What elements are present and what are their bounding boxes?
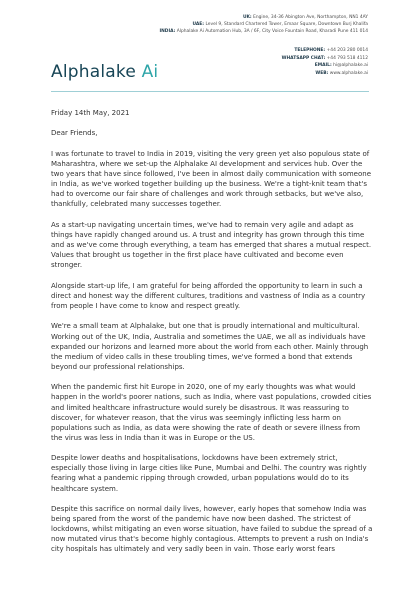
contact-details xyxy=(168,47,368,77)
contact-label: EMAIL: xyxy=(314,63,332,69)
contact-email xyxy=(168,62,368,70)
contact-web xyxy=(168,70,368,78)
address-text: Alphalake Ai Automation Hub, 3A / 6F, City Voice Fountain Road, Kharadi Pune 411 014 xyxy=(176,28,368,34)
contact-value: +44 793 518 4112 xyxy=(326,55,368,61)
header-divider xyxy=(51,91,369,92)
address-india xyxy=(38,29,368,36)
letter-paragraph: We're a small team at Alphalake, but one that is proudly international and multicultural. Working out of the UK, India, Australia and sometimes the UAE, we all as individuals have expanded our horizons and learned more about the world from each other. Mainly through the medium of video calls in these troubling times, we've formed a bond that extends beyond our professional relationships. xyxy=(51,322,369,371)
address-text: Level 9, Standard Chartered Tower, Emaar Square, Downtown Burj Khalifa xyxy=(205,21,368,27)
logo-name: Alphalake xyxy=(51,62,136,82)
letter-paragraph: As a start-up navigating uncertain times, we've had to remain very agile and adapt as things have rapidly changed around us. A trust and integrity has grown through this time and as we've come through everything, a team has emerged that shares a mutual respect. Values that brought us together in the first place have cultivated and become even stronger. xyxy=(51,220,372,270)
letter-paragraph: Despite this sacrifice on normal daily lives, however, early hopes that somehow India was being spared from the worst of the pandemic have now been dashed. The strictest of lockdowns, whilst mitigating an even worse situation, have failed to subdue the spread of a now mutated virus that's become highly contagious. Attempts to prevent a rush on India's city hospitals has ultimately and very sadly been in vain. Those early worst fears xyxy=(51,505,373,554)
contact-whatsapp xyxy=(168,55,368,63)
contact-telephone xyxy=(168,47,368,55)
contact-label: WEB: xyxy=(315,70,329,76)
contact-value: +44 203 280 0014 xyxy=(326,48,368,53)
address-uae xyxy=(38,22,368,29)
logo-suffix: Ai xyxy=(141,62,159,82)
address-label: UAE: xyxy=(192,21,205,27)
office-addresses xyxy=(38,15,368,35)
company-logo xyxy=(51,62,158,82)
letter-paragraph: Alongside start-up life, I am grateful for being afforded the opportunity to learn in such a direct and honest way the different cultures, traditions and vastness of India as a country from people I have come to know and respect greatly. xyxy=(51,281,366,310)
letter-paragraph: When the pandemic first hit Europe in 2020, one of my early thoughts was what would happen in the world's poorer nations, such as India, where vast populations, crowded cities and limited healthcare infrastructure would surely be disastrous. It was reassuring to discover, for whatever reason, that the virus was seemingly inflicting less harm on populations such as India, as data were showing the rate of death or severe illness from the virus was less in India than it was in Europe or the US. xyxy=(51,383,372,442)
letter-date: Friday 14th May, 2021 xyxy=(51,109,130,117)
address-label: UK: xyxy=(242,15,252,20)
contact-value: hi@alphalake.ai xyxy=(333,63,368,69)
letter-paragraph: I was fortunate to travel to India in 2019, visiting the very green yet also populous state of Maharashtra, where we set-up the Alphalake AI development and services hub. Over the two years that have since followed, I've been in almost daily communication with someone in India, as we've worked together building up the business. We're a tight-knit team that's had to overcome our fair share of challenges and work through setbacks, but we've also, thankfully, celebrated many successes together. xyxy=(51,149,372,209)
letter-paragraph: Despite lower deaths and hospitalisations, lockdowns have been extremely strict, especially those living in large cities like Pune, Mumbai and Delhi. The country was rightly fearing what a pandemic ripping through crowded, urban populations would do to its healthcare system. xyxy=(51,454,367,493)
contact-value: www.alphalake.ai xyxy=(329,70,368,76)
address-label: INDIA: xyxy=(159,28,176,34)
address-text: Engine, 34-36 Abington Ave, Northampton, NN1 4AY xyxy=(253,15,368,20)
letter-salutation: Dear Friends, xyxy=(51,129,98,138)
address-uk xyxy=(38,15,368,22)
letter-body xyxy=(51,108,373,565)
contact-label: TELEPHONE: xyxy=(294,48,326,53)
contact-label: WHATSAPP CHAT: xyxy=(281,55,326,61)
